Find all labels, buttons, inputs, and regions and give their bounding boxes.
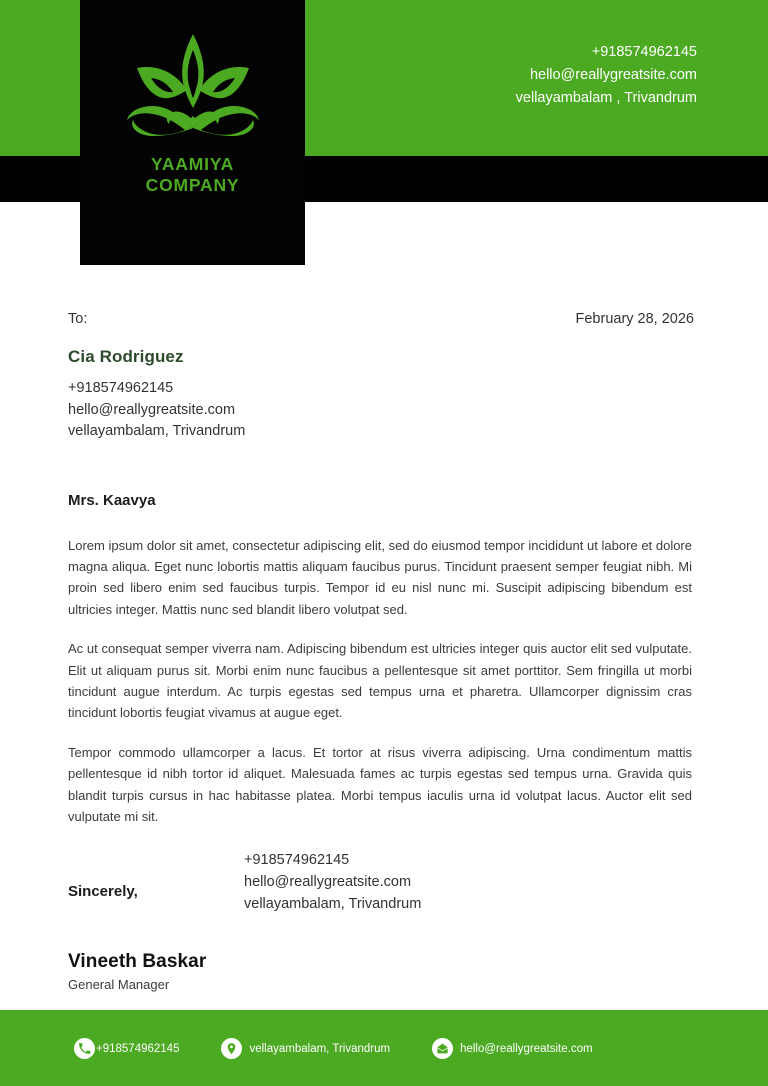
logo-company-line-2: COMPANY (145, 175, 240, 195)
body-paragraphs (68, 535, 692, 828)
salutation: Mrs. Kaavya (68, 491, 156, 509)
signoff-block (68, 845, 700, 917)
logo-company-line-1: YAAMIYA (150, 154, 235, 174)
signer-name: Vineeth Baskar (68, 951, 207, 973)
recipient-block (68, 347, 700, 443)
letterhead-header (0, 0, 768, 266)
lotus-leaf-emblem-icon (123, 28, 263, 140)
footer-item-email (432, 1038, 592, 1059)
footer-address-text: vellayambalam, Trivandrum (249, 1042, 391, 1055)
signer-title: General Manager (68, 977, 170, 993)
header-contact-block (516, 41, 697, 110)
footer-item-address (221, 1038, 390, 1059)
footer-item-phone (74, 1038, 179, 1059)
footer-phone-text: +918574962145 (96, 1042, 180, 1055)
envelope-icon (432, 1038, 453, 1059)
recipient-phone: +918574962145 (68, 380, 174, 396)
body-paragraph: Tempor commodo ullamcorper a lacus. Et tortor at risus viverra adipiscing. Urna condimentum mattis pellentesque id nibh tortor id aliquet. Malesuada fames ac turpis egestas sed tempus urna. Gravida quis blandit turpis cursus in hac habitasse platea. Morbi tempus iaculis urna id volutpat lacus. Auctor elit sed vulputate mi sit. (68, 744, 692, 824)
header-phone: +918574962145 (591, 44, 697, 60)
recipient-address: vellayambalam, Trivandrum (68, 423, 246, 439)
signoff-address: vellayambalam, Trivandrum (244, 896, 422, 913)
footer-email-text: hello@reallygreatsite.com (460, 1042, 593, 1055)
to-label: To: (68, 311, 88, 327)
footer-contact-items (74, 1038, 593, 1059)
letterhead-footer (0, 1010, 768, 1086)
header-email: hello@reallygreatsite.com (529, 67, 697, 83)
location-pin-icon (221, 1038, 242, 1059)
signer-block (68, 951, 700, 992)
signoff-contact-lines (244, 849, 421, 915)
body-paragraph: Lorem ipsum dolor sit amet, consectetur adipiscing elit, sed do eiusmod tempor incididunt ut labore et dolore magna aliqua. Eget nunc lobortis mattis aliquam faucibus purus. Tincidunt praesent semper feugiat nibh. Mi proin sed libero enim sed faucibus turpis. Tempor id eu nisl nunc mi. Suscipit adipiscing bibendum est ultricies integer. Mattis nunc sed blandit libero volutpat sed. (68, 537, 692, 617)
recipient-email: hello@reallygreatsite.com (68, 401, 236, 418)
recipient-name: Cia Rodriguez (68, 347, 184, 366)
signoff-phone: +918574962145 (244, 852, 350, 869)
letter-body (0, 266, 768, 992)
header-address: vellayambalam , Trivandrum (515, 90, 697, 106)
logo-panel (80, 0, 305, 265)
signoff-email: hello@reallygreatsite.com (244, 874, 412, 891)
recipient-contact-lines (68, 378, 700, 443)
phone-icon (74, 1038, 95, 1059)
to-and-date-row (68, 311, 694, 333)
letter-date: February 28, 2026 (575, 311, 694, 327)
logo-wordmark (146, 154, 240, 196)
body-paragraph: Ac ut consequat semper viverra nam. Adipiscing bibendum est ultricies integer quis auctor elit sed vulputate. Elit ut aliquam purus sit. Morbi enim nunc faucibus a pellentesque sit amet porttitor. Sem fringilla ut morbi tincidunt augue interdum. Ac turpis egestas sed tempus urna et pharetra. Ullamcorper dignissim cras tincidunt lobortis feugiat vivamus at augue eget. (68, 641, 692, 721)
signoff-label: Sincerely, (68, 883, 138, 901)
